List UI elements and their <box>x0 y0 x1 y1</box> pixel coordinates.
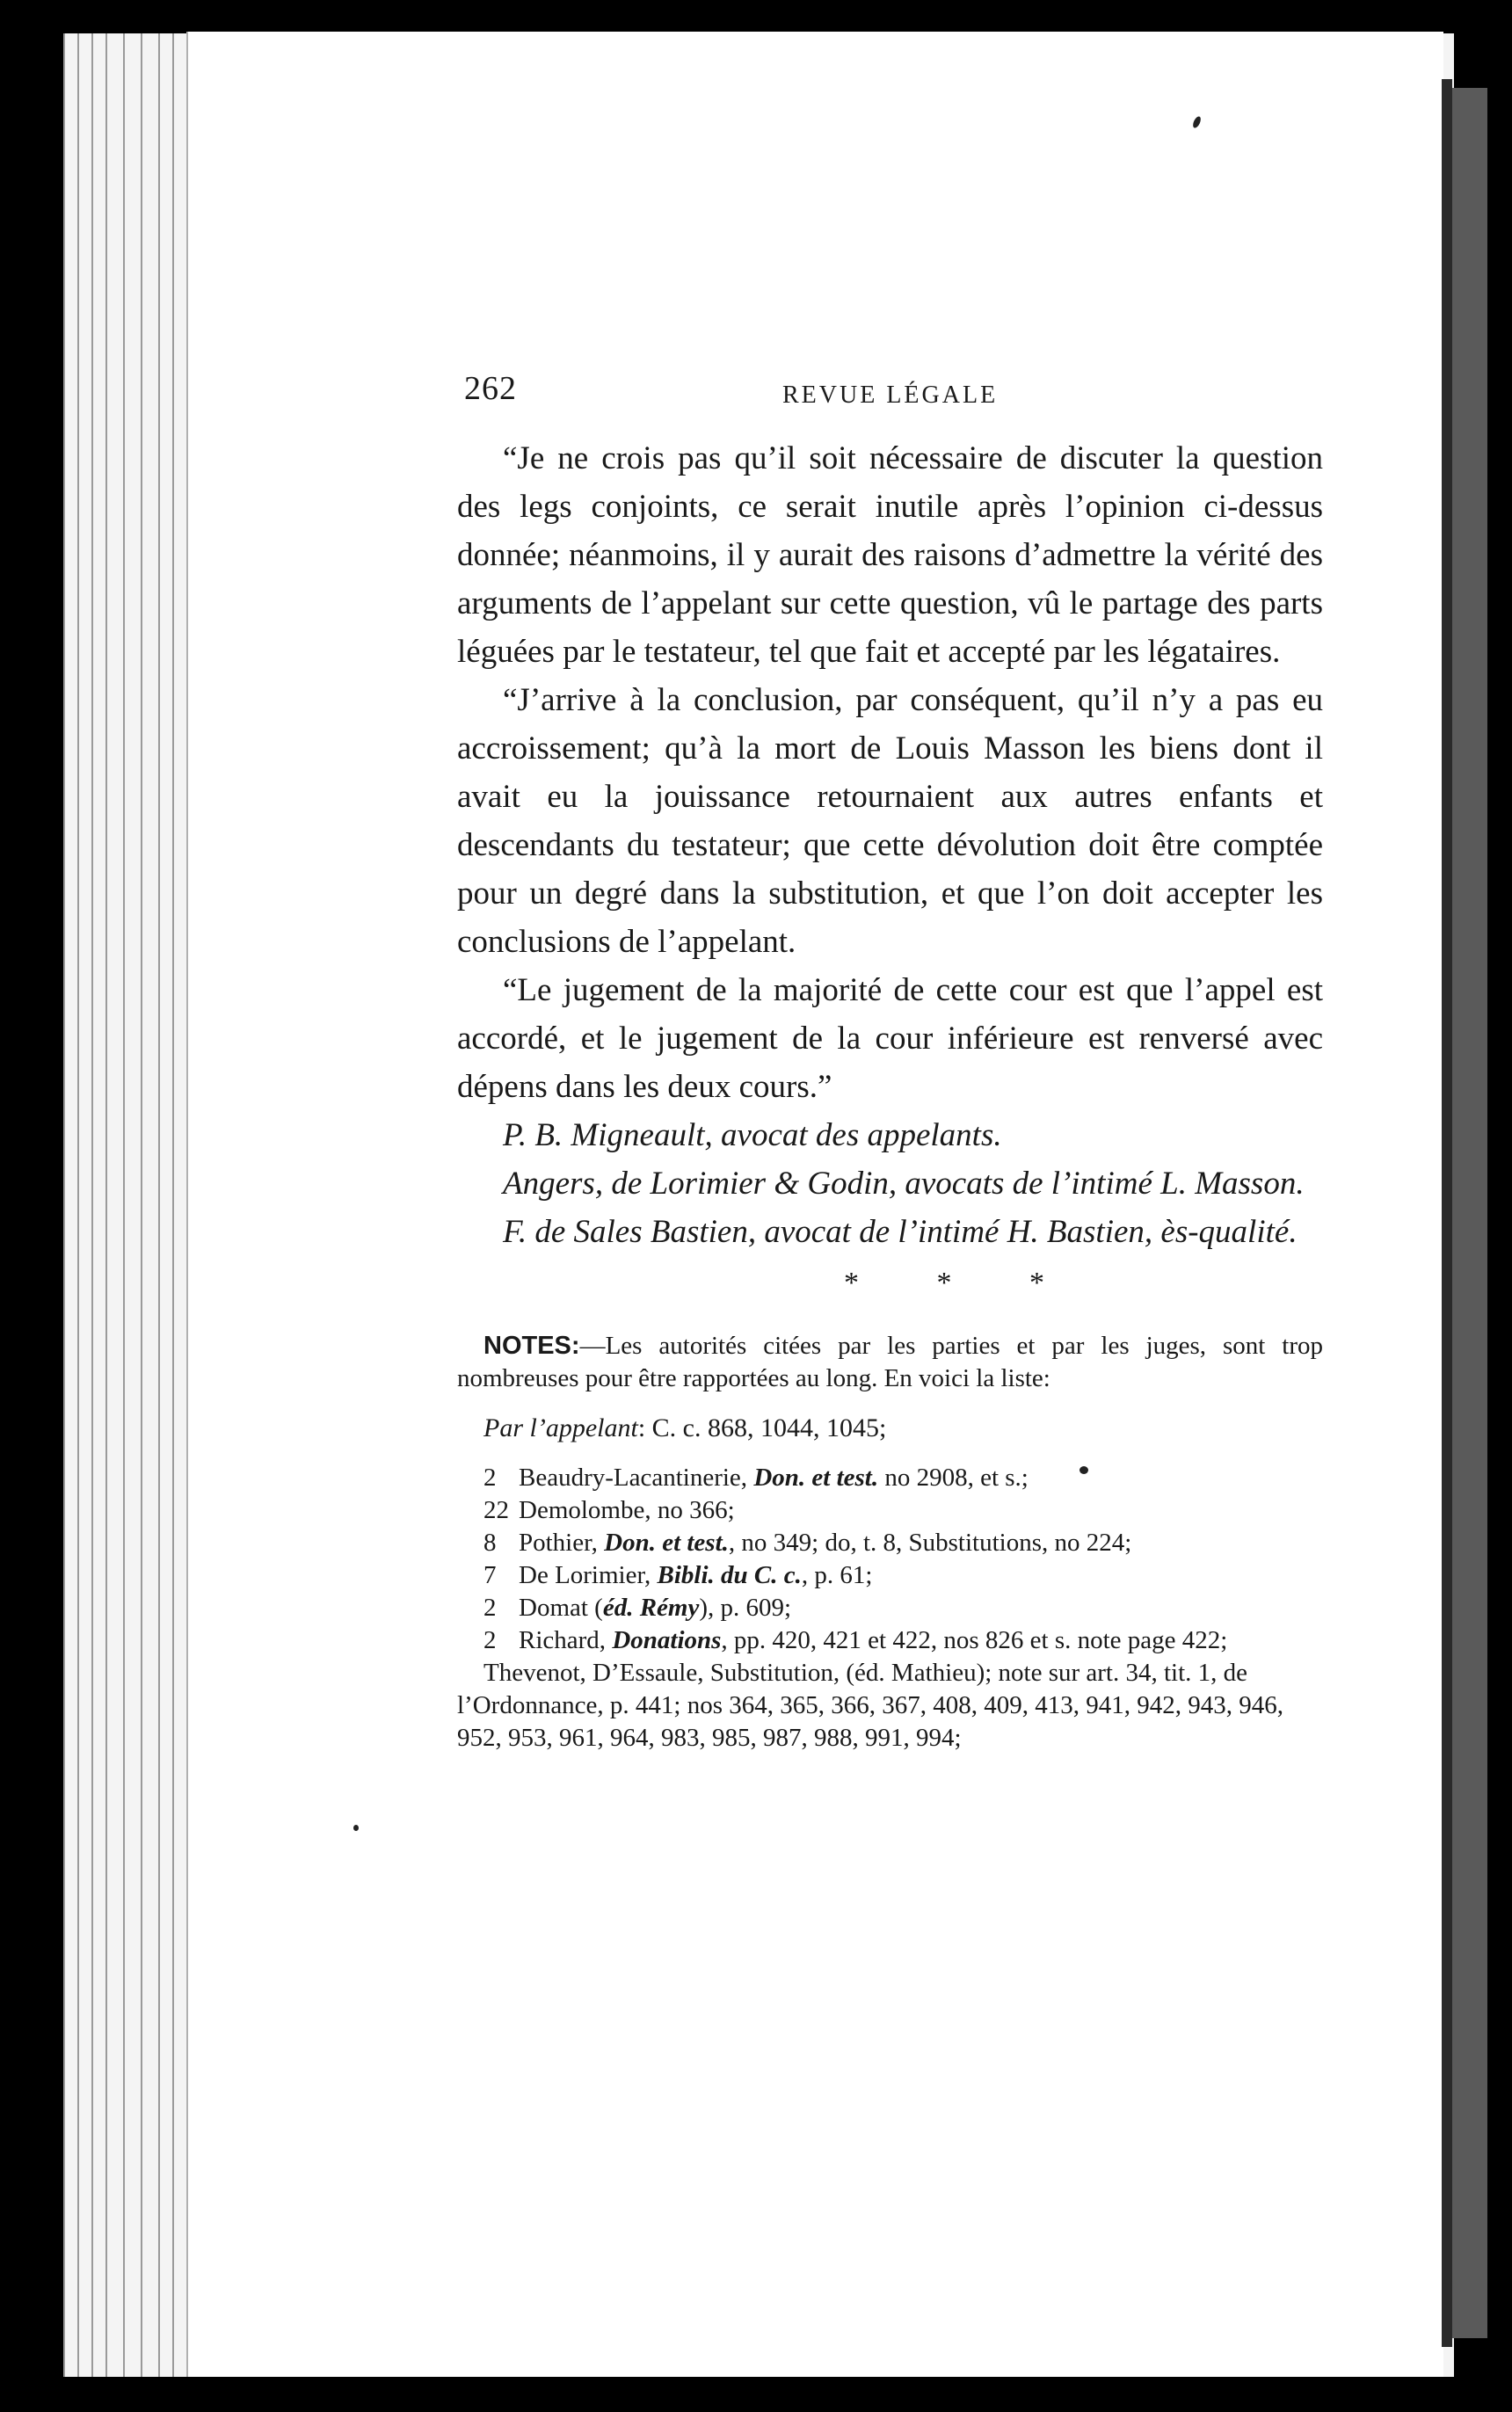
ref-title: éd. Rémy <box>602 1594 700 1622</box>
body-paragraph: “Le jugement de la majorité de cette cour est que l’appel est accordé, et le jugement de la cour inférieure est renversé avec dépens dans les deux cours.” <box>457 972 1323 1105</box>
ref-volume: 2 <box>483 1464 497 1492</box>
authority-ref <box>457 1559 1323 1592</box>
authority-ref <box>457 1494 1323 1527</box>
ref-author: Richard, <box>519 1626 613 1654</box>
ref-rest: , p. 61; <box>801 1561 873 1589</box>
page-header <box>457 369 1323 418</box>
ref-author: Pothier, <box>519 1529 605 1557</box>
ref-title: Don. et test. <box>753 1464 879 1492</box>
book-spine-edge <box>1442 79 1452 2347</box>
running-head: REVUE LÉGALE <box>782 381 999 409</box>
ref-volume: 8 <box>483 1529 497 1557</box>
authority-ref <box>457 1527 1323 1559</box>
ink-speck <box>353 1825 359 1831</box>
ref-volume: 2 <box>483 1626 497 1654</box>
appellant-label: Par l’appelant <box>483 1413 638 1442</box>
ref-volume: 7 <box>483 1561 497 1589</box>
notes-intro <box>457 1330 1323 1395</box>
page-number: 262 <box>464 370 517 407</box>
notes-intro-text: —Les autorités citées par les parties et par les juges, sont trop nombreuses pour être rapportées au long. En voici la liste: <box>457 1332 1323 1392</box>
authority-ref <box>457 1624 1323 1657</box>
notes-label: NOTES: <box>483 1332 580 1360</box>
ref-title: Bibli. du C. c. <box>657 1561 802 1589</box>
page-content <box>457 369 1323 1755</box>
counsel-signature: Angers, de Lorimier & Godin, avocats de l’intimé L. Masson. <box>503 1166 1305 1202</box>
ref-title: Don. et test. <box>604 1529 729 1557</box>
ref-rest: ), p. 609; <box>699 1594 792 1622</box>
authority-ref-final: Thevenot, D’Essaule, Substitution, (éd. Mathieu); note sur art. 34, tit. 1, de l’Ordonnance, p. 441; nos 364, 365, 366, 367, 408, 409, 413, 941, 942, 943, 946, 952, 953, 961, 964, 983, 985, 987, 988, 991, 994; <box>457 1659 1284 1752</box>
ref-rest: , no 349; do, t. 8, Substitutions, no 224; <box>728 1529 1132 1557</box>
ref-rest: , pp. 420, 421 et 422, nos 826 et s. note page 422; <box>721 1626 1228 1654</box>
ref-title: Donations <box>612 1626 722 1654</box>
appellant-authorities <box>457 1411 1323 1446</box>
counsel-signature: F. de Sales Bastien, avocat de l’intimé H. Bastien, ès-qualité. <box>503 1214 1298 1250</box>
ref-volume: 2 <box>483 1594 497 1622</box>
appellant-refs: : C. c. 868, 1044, 1045; <box>637 1413 887 1442</box>
section-separator: * * * <box>844 1267 1079 1299</box>
counsel-signature: P. B. Migneault, avocat des appelants. <box>503 1117 1002 1153</box>
ref-volume: 22 <box>483 1496 509 1524</box>
ref-author: De Lorimier, <box>519 1561 658 1589</box>
authority-ref <box>457 1592 1323 1624</box>
ref-author: Beaudry-Lacantinerie, <box>519 1464 754 1492</box>
ref-author: Domat ( <box>519 1594 603 1622</box>
ref-rest: no 2908, et s.; <box>878 1464 1029 1492</box>
body-paragraph: “Je ne crois pas qu’il soit nécessaire de discuter la question des legs conjoints, ce serait inutile après l’opinion ci-dessus donnée; néanmoins, il y aurait des raisons d’admettre la vérité des arguments de l’appelant sur cette question, vû le partage des parts léguées par le testateur, tel que fait et accepté par les légataires. <box>457 440 1323 670</box>
ref-author: Demolombe, no 366; <box>519 1496 735 1524</box>
authority-ref <box>457 1462 1323 1494</box>
body-paragraph: “J’arrive à la conclusion, par conséquent, qu’il n’y a pas eu accroissement; qu’à la mort de Louis Masson les biens dont il avait eu la jouissance retournaient aux autres enfants et descendants du testateur; que cette dévolution doit être comptée pour un degré dans la substitution, et que l’on doit accepter les conclusions de l’appelant. <box>457 682 1323 960</box>
